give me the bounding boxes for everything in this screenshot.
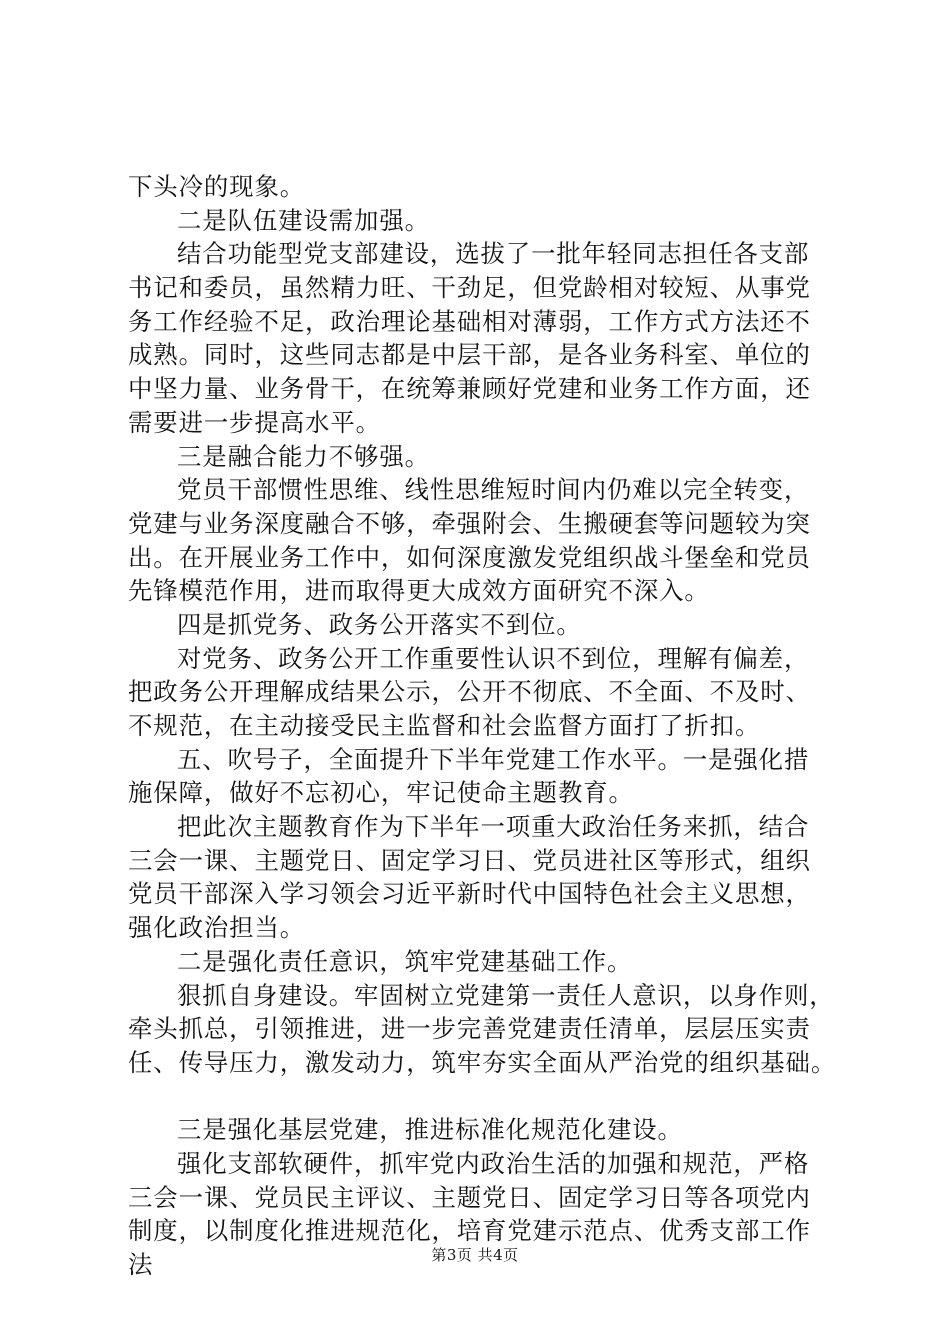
text-line: 强化支部软硬件，抓牢党内政治生活的加强和规范，严格 <box>177 1148 810 1178</box>
text-line: 下头冷的现象。 <box>128 172 306 201</box>
page-number-footer: 第3页 共4页 <box>431 1246 519 1264</box>
text-line: 狠抓自身建设。牢固树立党建第一责任人意识，以身作则， <box>177 980 835 1010</box>
text-line: 任、传导压力，激发动力，筑牢夯实全面从严治党的组织基础。 <box>128 1047 837 1077</box>
text-line: 法 <box>128 1250 154 1279</box>
text-line: 书记和委员，虽然精力旺、干劲足，但党龄相对较短、从事党 <box>128 273 811 303</box>
section-heading: 二是强化责任意识，筑牢党建基础工作。 <box>177 946 633 976</box>
section-heading: 五、吹号子，全面提升下半年党建工作水平。一是强化措 <box>177 744 810 774</box>
text-line: 把此次主题教育作为下半年一项重大政治任务来抓，结合 <box>177 812 810 842</box>
section-heading: 三是强化基层党建，推进标准化规范化建设。 <box>177 1115 683 1145</box>
document-body <box>128 170 858 1282</box>
text-line: 三会一课、主题党日、固定学习日、党员进社区等形式，组织 <box>128 845 811 875</box>
section-heading: 三是融合能力不够强。 <box>177 441 430 471</box>
text-line: 党员干部深入学习领会习近平新时代中国特色社会主义思想， <box>128 879 811 909</box>
text-line: 出。在开展业务工作中，如何深度激发党组织战斗堡垒和党员 <box>128 542 811 572</box>
paragraph-gap <box>128 1080 858 1114</box>
text-line: 三会一课、党员民主评议、主题党日、固定学习日等各项党内 <box>128 1182 811 1212</box>
text-line: 制度，以制度化推进规范化，培育党建示范点、优秀支部工作 <box>128 1216 811 1246</box>
text-line: 把政务公开理解成结果公示，公开不彻底、不全面、不及时、 <box>128 677 811 707</box>
section-heading: 四是抓党务、政务公开落实不到位。 <box>177 609 582 639</box>
text-line: 成熟。同时，这些同志都是中层干部，是各业务科室、单位的 <box>128 340 811 370</box>
text-line: 中坚力量、业务骨干，在统筹兼顾好党建和业务工作方面，还 <box>128 374 811 404</box>
text-line: 结合功能型党支部建设，选拔了一批年轻同志担任各支部 <box>177 239 810 269</box>
text-line: 强化政治担当。 <box>128 913 306 943</box>
text-line: 党建与业务深度融合不够，牵强附会、生搬硬套等问题较为突 <box>128 508 811 538</box>
text-line: 需要进一步提高水平。 <box>128 407 381 437</box>
text-line: 牵头抓总，引领推进，进一步完善党建责任清单，层层压实责 <box>128 1014 811 1044</box>
text-line: 先锋模范作用，进而取得更大成效方面研究不深入。 <box>128 576 710 606</box>
text-line: 党员干部惯性思维、线性思维短时间内仍难以完全转变， <box>177 475 810 505</box>
section-heading: 二是队伍建设需加强。 <box>177 205 430 235</box>
text-line: 务工作经验不足，政治理论基础相对薄弱，工作方式方法还不 <box>128 306 811 336</box>
text-line: 对党务、政务公开工作重要性认识不到位，理解有偏差， <box>177 643 810 673</box>
text-line: 不规范，在主动接受民主监督和社会监督方面打了折扣。 <box>128 711 761 740</box>
text-line: 施保障，做好不忘初心，牢记使命主题教育。 <box>128 778 634 808</box>
